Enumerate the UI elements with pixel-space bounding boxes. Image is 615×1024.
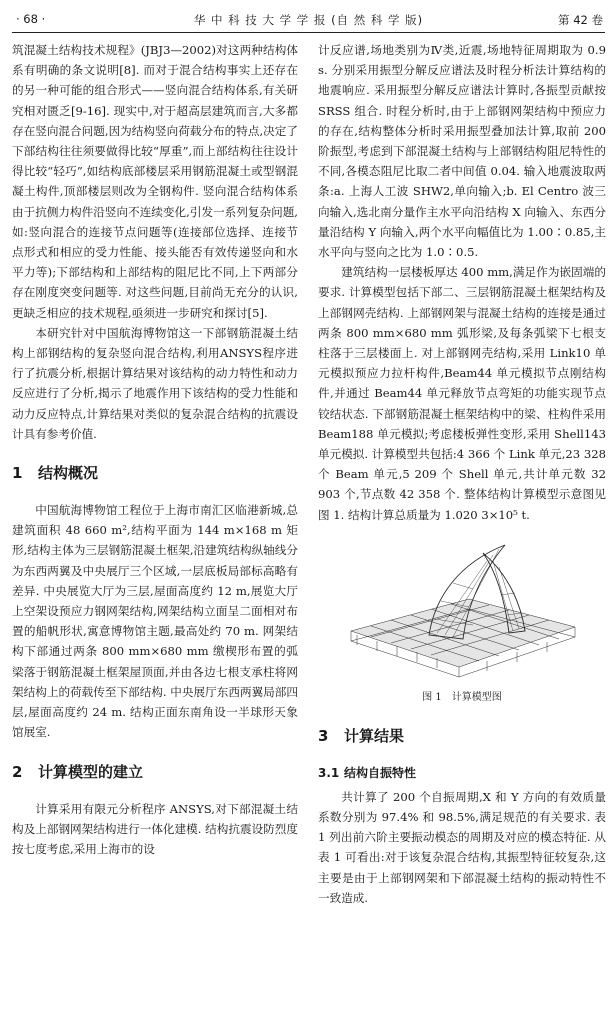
figure-caption: 图 1 计算模型图	[422, 691, 502, 703]
section-heading-1	[12, 462, 298, 484]
section-number: 1	[12, 464, 23, 483]
paragraph-intro-continued: 筑混凝土结构技术规程》(JBJ3—2002)对这两种结构体系有明确的条文说明[8]. 而对于混合结构事实上还存在的另一种可能的组合形式——竖向混合结构体系,有关研究相对匮乏[9-16]. 现实中,对于超高层建筑而言,大多都存在竖向混合问题,因为结构竖向荷载分布的特点,决定了下部结构往往须要做得比较“厚重”,而上部结构往往设计得比较“轻巧”,如结构底部楼层采用钢筋混凝土或型钢混凝土构件,顶部楼层则改为全钢构件. 竖向混合结构体系由于抗侧力构件沿竖向不连续变化,引发一系列复杂问题,如:竖向混合的连接节点问题等(连接部位选择、连接节点形式和相应的受力性能、接头能否有效传递竖向和水平力等);下部结构和上部结构的阻尼比不同,上下两部分存在刚度突变问题等. 对这些问题,目前尚无充分的认识,更缺乏相应的技术规程,亟须进一步研究和探讨[5].	[12, 43, 298, 320]
paragraph-research-aim: 本研究针对中国航海博物馆这一下部钢筋混凝土结构上部钢结构的复杂竖向混合结构,利用ANSYS程序进行了抗震分析,根据计算结果对该结构的动力特性和动力反应进行了分析,揭示了地震作用下该结构的受力性能和动力反应特点,计算结果对类似的复杂混合结构的抗震设计具有参考价值.	[12, 325, 298, 441]
left-column	[12, 40, 298, 859]
section-title: 计算模型的建立	[38, 762, 144, 781]
section-number: 2	[12, 762, 23, 781]
running-header	[12, 8, 605, 33]
paragraph-model-setup: 计算采用有限元分析程序 ANSYS,对下部混凝土结构及上部钢网架结构进行一体化建模. 结构抗震设防烈度按七度考虑,采用上海市的设	[12, 801, 298, 856]
journal-title: 华 中 科 技 大 学 学 报 (自 然 科 学 版)	[193, 13, 424, 27]
subsection-number: 3.1	[318, 765, 340, 780]
figure-1	[318, 535, 606, 707]
section-title: 计算结果	[344, 726, 405, 745]
right-column	[318, 40, 606, 908]
volume-label: 第 42 卷	[558, 13, 603, 27]
page-number: · 68 ·	[16, 12, 46, 26]
structural-model-image	[337, 535, 587, 685]
section-heading-3	[318, 725, 606, 747]
paragraph-method-continued: 计反应谱,场地类别为Ⅳ类,近震,场地特征周期取为 0.9 s. 分别采用振型分解反应谱法及时程分析法计算结构的地震响应. 采用振型分解反应谱法计算时,各振型贡献按 SRSS 组合. 时程分析时,由于上部钢网架结构中预应力的存在,结构整体分析时采用振型叠加法计算,取前 200 阶振型,考虑到下部混凝土结构与上部钢结构阻尼特性的不同,各模态阻尼比取二者中间值 0.04. 输入地震波取两条:a. 上海人工波 SHW2,单向输入;b. El Centro 波三向输入,选北南分量作主水平向沿结构 X 向输入、东西分量沿结构 Y 向输入,两个水平向幅值比为 1.00∶0.85,主水平向与竖向之比为 1.0∶0.5.	[318, 43, 606, 260]
section-number: 3	[318, 726, 329, 745]
section-title: 结构概况	[38, 464, 99, 483]
section-heading-2	[12, 761, 298, 783]
paragraph-natural-vibration: 共计算了 200 个自振周期,X 和 Y 方向的有效质量系数分别为 97.4% 和 98.5%,满足规范的有关要求. 表 1 列出前六阶主要振动模态的周期及对应的模态特征. 从表 1 可看出:对于该复杂混合结构,其振型特征较复杂,这主要是由于上部钢网架和下部混凝土结构的振动特性不一致造成.	[318, 789, 606, 905]
paragraph-model-details: 建筑结构一层楼板厚达 400 mm,满足作为嵌固端的要求. 计算模型包括下部二、三层钢筋混凝土框架结构及上部钢网壳结构. 上部钢网架与混凝土结构的连接是通过两条 800 mm×680 mm 弧形梁,及每条弧梁下七根支柱落于三层楼面上. 对上部钢网壳结构,采用 Link10 单元模拟预应力拉杆构件,Beam44 单元模拟节点刚结构件,并通过 Beam44 单元释放节点弯矩的功能实现节点铰结状态. 下部钢筋混凝土框架结构中的梁、柱构件采用 Beam188 单元模拟;考虑楼板弹性变形,采用 Shell143 单元模拟. 计算模型共包括:4 366 个 Link 单元,23 328 个 Beam 单元,5 209 个 Shell 单元,共计单元数 32 903 个,节点数 42 358 个. 整体结构计算模型示意图见图 1. 结构计算总质量为 1.020 3×10⁵ t.	[318, 265, 606, 522]
subsection-title: 结构自振特性	[344, 765, 417, 780]
paragraph-structure-overview: 中国航海博物馆工程位于上海市南汇区临港新城,总建筑面积 48 660 m²,结构平面为 144 m×168 m 矩形,结构主体为三层钢筋混凝土框架,沿建筑结构纵轴线分为东西两翼及中央展厅三个区域,一层底板局部标高略有差异. 中央展览大厅为三层,屋面高度约 12 m,展览大厅上空架设预应力钢网架结构,网架结构立面呈二面相对布置的船帆形状,寓意博物馆主题,最高处约 70 m. 网架结构下部通过两条 800 mm×680 mm 缴楔形布置的弧梁落于钢筋混凝土框架屋顶面,并由各边七根支承柱将网架结构上的荷载传至下部结构. 中央展厅东西两翼局部四层,屋面高度约 24 m. 结构正面东南角设一半球形天象馆展室.	[12, 503, 298, 740]
subsection-heading-3-1	[318, 763, 606, 783]
